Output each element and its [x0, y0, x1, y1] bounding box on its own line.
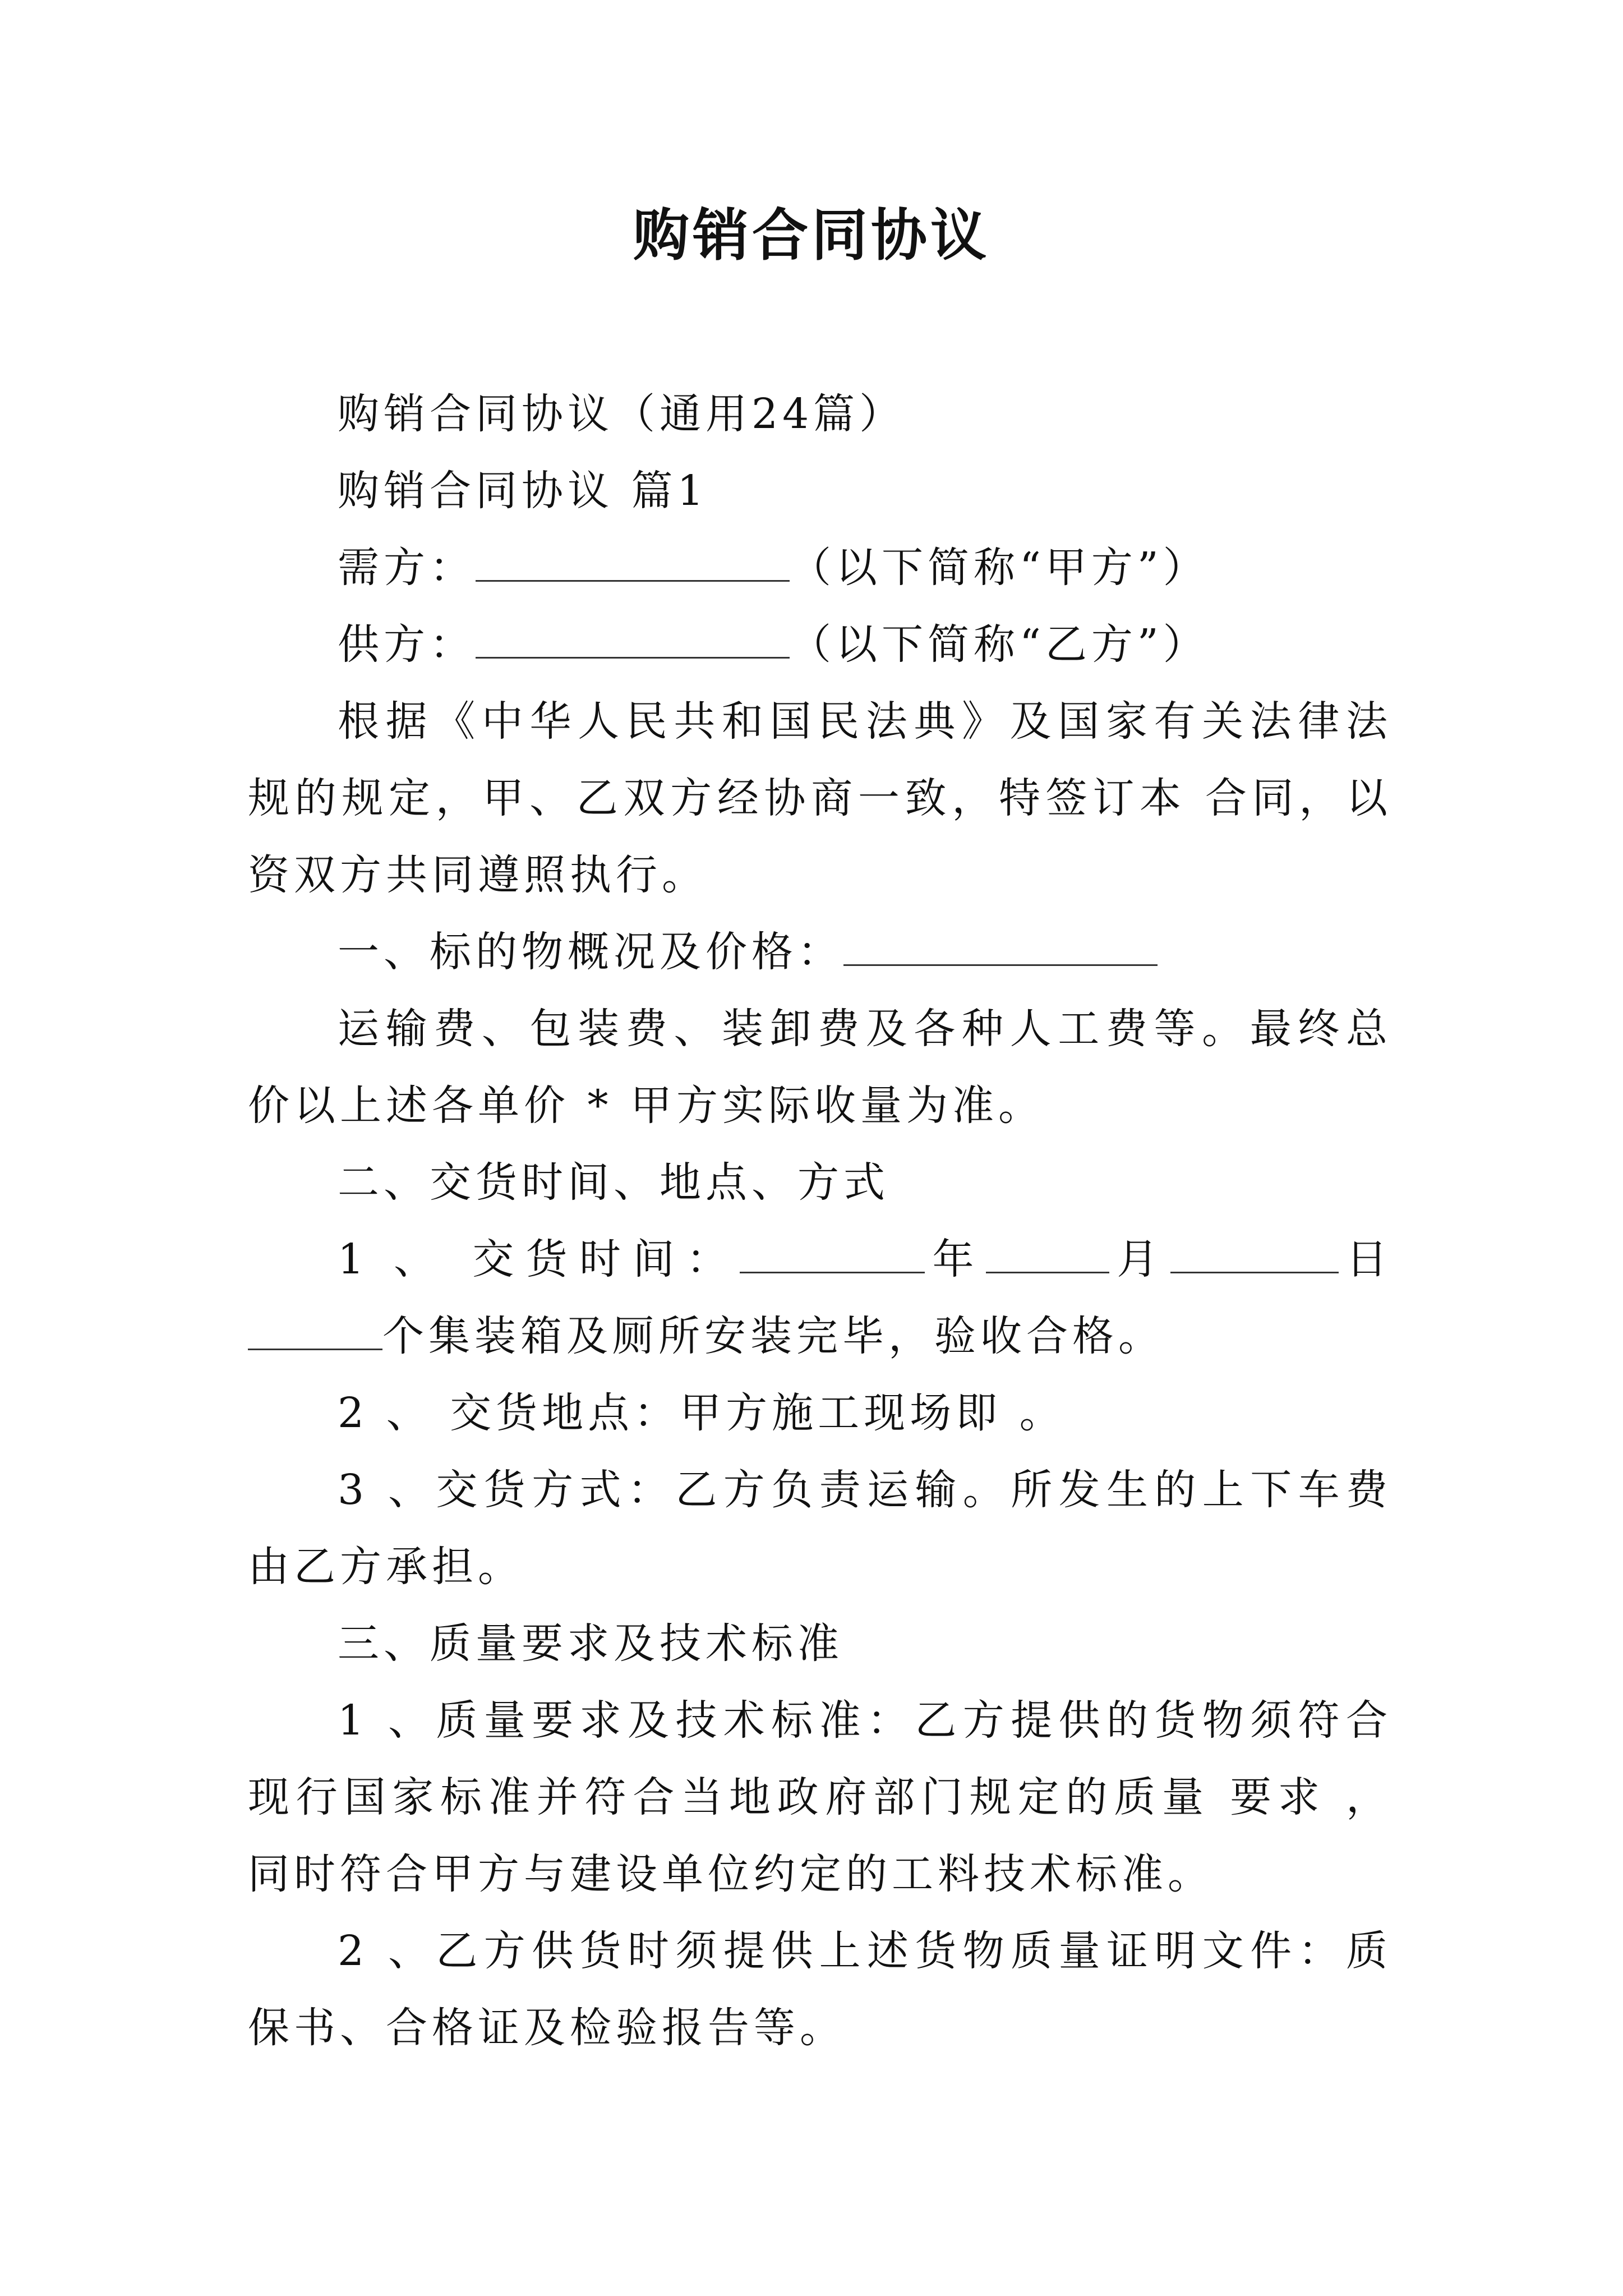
supplier-line: [248, 606, 1392, 683]
preamble-paragraph: 根据《中华人民共和国民法典》及国家有关法律法规的规定，甲、乙双方经协商一致，特签订本 合同，以资双方共同遵照执行。: [248, 697, 1392, 899]
document-title: 购销合同协议: [633, 203, 990, 268]
article-heading: 购销合同协议 篇1: [338, 467, 708, 515]
section-delivery-heading: 二、交货时间、地点、方式: [338, 1158, 889, 1207]
delivery-place-line: 2 、 交货地点：甲方施工现场即 。: [338, 1389, 1066, 1437]
month-blank: [986, 1230, 1109, 1273]
buyer-blank: [476, 539, 790, 582]
price-paragraph: 运输费、包装费、装卸费及各种人工费等。最终总价以上述各单价 * 甲方实际收量为准。: [248, 1005, 1392, 1130]
quality-standard-paragraph: 1 、质量要求及技术标准：乙方提供的货物须符合现行国家标准并符合当地政府部门规定的质量 要求 ， 同时符合甲方与建设单位约定的工料技术标准。: [248, 1696, 1392, 1898]
month-label: 月: [1109, 1235, 1170, 1283]
delivery-method-line: 3 、交货方式：乙方负责运输。所发生的上下车费由乙方承担。: [248, 1466, 1392, 1591]
quality-documents-paragraph: 2 、乙方供货时须提供上述货物质量证明文件：质保书、合格证及检验报告等。: [248, 1927, 1392, 2052]
day-blank: [1170, 1230, 1339, 1273]
subject-price-blank: [843, 923, 1158, 966]
year-blank: [740, 1230, 925, 1273]
day-label: 日: [1338, 1235, 1392, 1283]
delivery-time-rest: 个集装箱及厕所安装完毕，验收合格。: [382, 1312, 1164, 1360]
supplier-alias: （以下简称“乙方”）: [790, 620, 1209, 669]
buyer-alias: （以下简称“甲方”）: [790, 544, 1209, 592]
document-body: [248, 376, 1392, 2067]
supplier-label: 供方：: [338, 620, 476, 669]
supplier-blank: [476, 615, 790, 659]
section-quality-heading: 三、质量要求及技术标准: [338, 1619, 843, 1668]
section-subject-price: [248, 914, 1392, 991]
buyer-label: 需方：: [338, 544, 476, 592]
delivery-time-label: 1 、 交货时间：: [338, 1235, 740, 1283]
delivery-time-line: [248, 1221, 1392, 1375]
buyer-line: [248, 530, 1392, 606]
collection-heading: 购销合同协议（通用24篇）: [338, 390, 906, 438]
section-subject-price-label: 一、标的物概况及价格：: [338, 928, 843, 976]
year-label: 年: [925, 1235, 986, 1283]
trailing-blank: [248, 1307, 382, 1350]
